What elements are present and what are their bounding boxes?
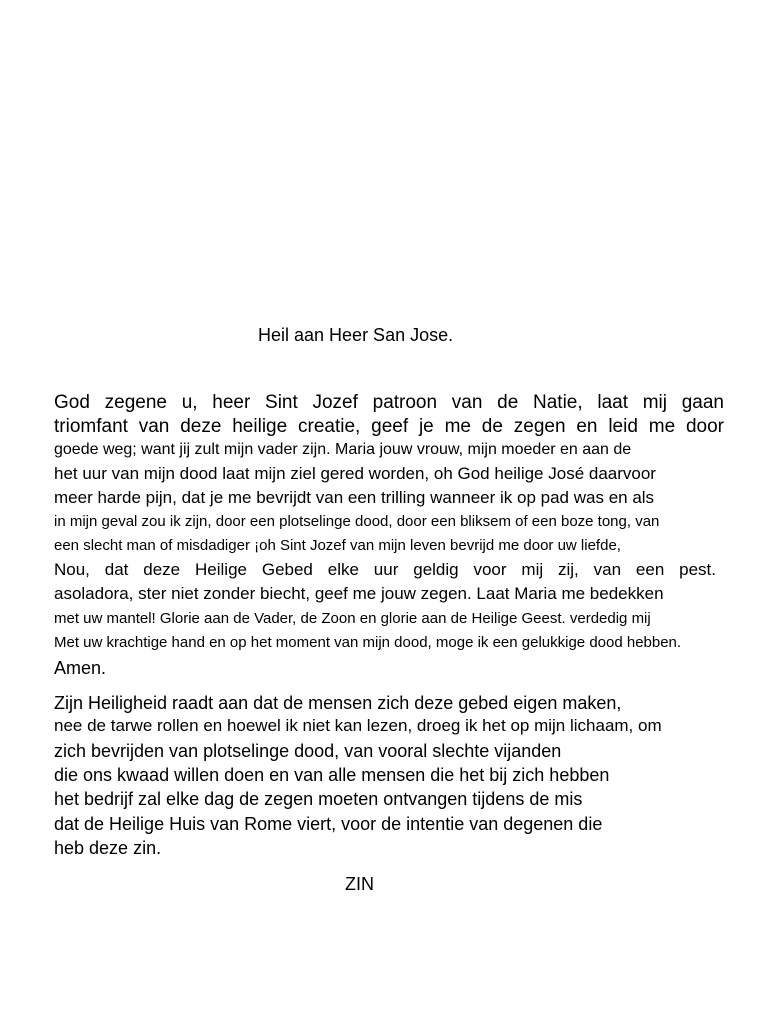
closing-word: ZIN	[345, 874, 374, 894]
prayer-line: Nou, dat deze Heilige Gebed elke uur geldig voor mij zij, van een pest.	[54, 560, 716, 579]
prayer-line: triomfant van deze heilige creatie, geef je me de zegen en leid me door	[54, 416, 724, 437]
prayer-line: in mijn geval zou ik zijn, door een plotselinge dood, door een bliksem of een boze tong, van	[54, 513, 660, 530]
instruction-line: heb deze zin.	[54, 838, 162, 858]
instruction-line: Zijn Heiligheid raadt aan dat de mensen zich deze gebed eigen maken,	[54, 693, 622, 713]
instruction-line: zich bevrijden van plotselinge dood, van vooral slechte vijanden	[54, 741, 562, 761]
prayer-line: een slecht man of misdadiger ¡oh Sint Jozef van mijn leven bevrijd me door uw liefde,	[54, 537, 621, 554]
instruction-line: dat de Heilige Huis van Rome viert, voor de intentie van degenen die	[54, 814, 603, 834]
instruction-line: het bedrijf zal elke dag de zegen moeten ontvangen tijdens de mis	[54, 789, 583, 809]
document-title: Heil aan Heer San Jose.	[258, 325, 454, 345]
prayer-line: het uur van mijn dood laat mijn ziel gered worden, oh God heilige José daarvoor	[54, 464, 656, 483]
prayer-line: asoladora, ster niet zonder biecht, geef me jouw zegen. Laat Maria me bedekken	[54, 584, 664, 603]
prayer-line: meer harde pijn, dat je me bevrijdt van een trilling wanneer ik op pad was en als	[54, 488, 655, 507]
instruction-line: nee de tarwe rollen en hoewel ik niet kan lezen, droeg ik het op mijn lichaam, om	[54, 716, 662, 735]
amen-line: Amen.	[54, 658, 107, 678]
prayer-line: God zegene u, heer Sint Jozef patroon van de Natie, laat mij gaan	[54, 392, 724, 413]
instruction-line: die ons kwaad willen doen en van alle mensen die het bij zich hebben	[54, 765, 610, 785]
prayer-line: Met uw krachtige hand en op het moment van mijn dood, moge ik een gelukkige dood hebben.	[54, 634, 682, 651]
prayer-line: met uw mantel! Glorie aan de Vader, de Zoon en glorie aan de Heilige Geest. verdedig mij	[54, 610, 651, 627]
prayer-line: goede weg; want jij zult mijn vader zijn. Maria jouw vrouw, mijn moeder en aan de	[54, 441, 632, 458]
